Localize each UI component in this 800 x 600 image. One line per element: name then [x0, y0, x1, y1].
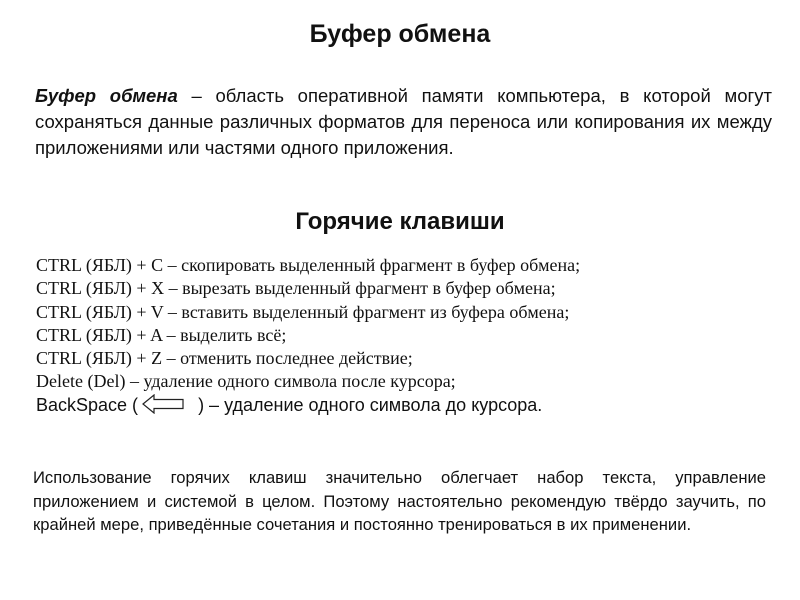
hotkeys-heading: Горячие клавиши	[295, 208, 505, 235]
hotkey-select-all: CTRL (ЯБЛ) + A – выделить всё;	[36, 324, 287, 345]
page-title: Буфер обмена	[309, 20, 491, 48]
hotkey-paste: CTRL (ЯБЛ) + V – вставить выделенный фрагмент из буфера обмена;	[36, 301, 570, 322]
hotkey-undo: CTRL (ЯБЛ) + Z – отменить последнее действие;	[36, 348, 413, 369]
hotkey-cut: CTRL (ЯБЛ) + X – вырезать выделенный фрагмент в буфер обмена;	[36, 278, 556, 299]
definition-paragraph	[35, 83, 772, 161]
footer-paragraph: Использование горячих клавиш значительно облегчает набор текста, управление приложением и системой в целом. Поэтому настоятельно рекомендую твёрдо заучить, по крайней мере, приведённые сочетания и постоянно тренироваться в их применении.	[33, 468, 766, 534]
definition-text: – область оперативной памяти компьютера, в которой могут сохраняться данные различных форматов для переноса или копирования их между приложениями или частями одного приложения.	[35, 85, 772, 158]
left-arrow-icon	[142, 394, 184, 420]
definition-term: Буфер обмена	[35, 85, 178, 106]
hotkeys-list	[36, 254, 580, 420]
backspace-prefix: BackSpace (	[36, 394, 139, 415]
hotkey-copy: CTRL (ЯБЛ) + C – скопировать выделенный фрагмент в буфер обмена;	[36, 255, 581, 275]
hotkey-backspace	[36, 394, 580, 420]
backspace-suffix: ) – удаление одного символа до курсора.	[198, 394, 543, 415]
hotkey-delete: Delete (Del) – удаление одного символа после курсора;	[36, 371, 456, 392]
